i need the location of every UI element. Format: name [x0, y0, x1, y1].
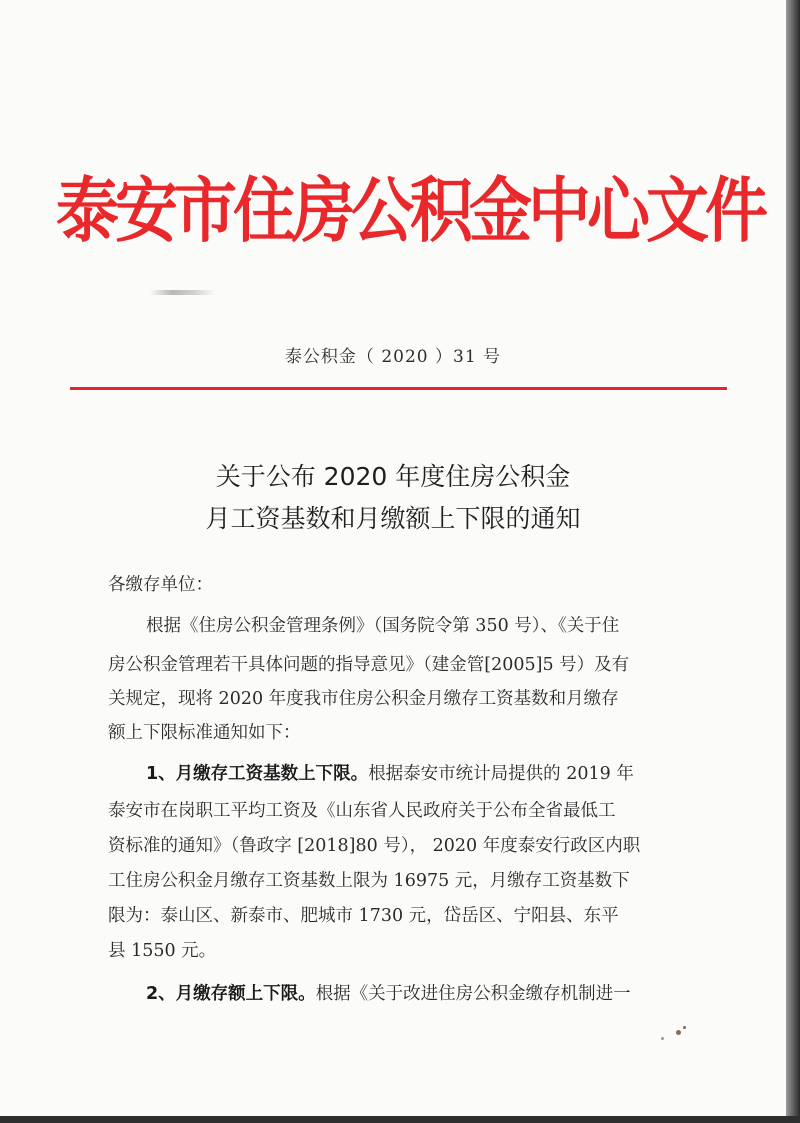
item2-first-line-text: 根据《关于改进住房公积金缴存机制进一 [315, 984, 631, 1004]
red-rule-divider [70, 387, 727, 390]
scan-edge-shadow [786, 0, 800, 1123]
item1-line-2: 泰安市在岗职工平均工资及《山东省人民政府关于公布全省最低工 [108, 801, 616, 821]
document-number: 泰公积金（ 2020 ）31 号 [284, 347, 502, 367]
salutation: 各缴存单位： [108, 575, 213, 595]
item1-line-4: 工住房公积金月缴存工资基数上限为 16975 元，月缴存工资基数下 [108, 871, 630, 891]
intro-line-2: 房公积金管理若干具体问题的指导意见》（建金管[2005]5 号）及有 [108, 655, 630, 675]
item2-heading: 2、月缴存额上下限。 [146, 984, 316, 1004]
intro-line-4: 额上下限标准通知如下： [108, 723, 301, 743]
scan-speck [661, 1037, 664, 1040]
item1-line-5: 限为：泰山区、新泰市、肥城市 1730 元，岱岳区、宁阳县、东平 [108, 906, 619, 926]
item1-line-6: 县 1550 元。 [108, 941, 217, 961]
intro-line-3: 关规定，现将 2020 年度我市住房公积金月缴存工资基数和月缴存 [108, 689, 619, 709]
item1-first-line [146, 760, 746, 785]
scan-speck [676, 1030, 681, 1035]
item1-heading: 1、月缴存工资基数上下限。 [146, 764, 369, 784]
notice-title-line-2: 月工资基数和月缴额上下限的通知 [205, 504, 581, 533]
scan-smudge [150, 290, 216, 295]
item1-line-3: 资标准的通知》（鲁政字 [2018]80 号）， 2020 年度泰安行政区内职 [108, 836, 641, 856]
scan-bottom-shadow [0, 1116, 800, 1123]
item2-first-line [146, 980, 746, 1005]
masthead-title: 泰安市住房公积金中心文件 [56, 170, 764, 252]
intro-line-1: 根据《住房公积金管理条例》（国务院令第 350 号）、《关于住 [146, 616, 620, 636]
scan-speck [683, 1026, 686, 1029]
item1-first-line-text: 根据泰安市统计局提供的 2019 年 [368, 764, 634, 784]
notice-title-line-1: 关于公布 2020 年度住房公积金 [215, 462, 571, 491]
